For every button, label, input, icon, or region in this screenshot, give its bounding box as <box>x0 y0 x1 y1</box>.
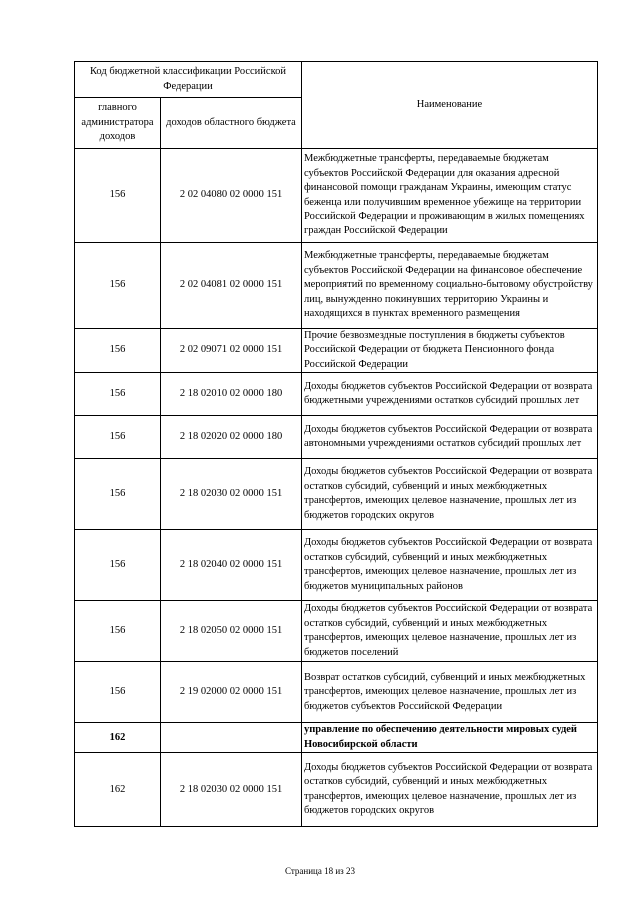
name-cell: Прочие безвозмездные поступления в бюджеты субъектов Российской Федерации от бюджета Пенсионного фонда Российской Федерации <box>302 329 598 373</box>
table-row <box>75 753 598 827</box>
admin-code-cell: 162 <box>75 753 161 827</box>
income-code-cell: 2 18 02050 02 0000 151 <box>161 601 302 662</box>
table-row <box>75 373 598 416</box>
admin-code-cell: 156 <box>75 416 161 459</box>
budget-classification-table <box>74 61 598 827</box>
name-cell: Доходы бюджетов субъектов Российской Федерации от возврата остатков субсидий, субвенций и иных межбюджетных трансфертов, имеющих целевое назначение, прошлых лет из бюджетов поселений <box>302 601 598 662</box>
table-row <box>75 243 598 329</box>
admin-code-cell: 156 <box>75 149 161 243</box>
income-code-cell: 2 18 02020 02 0000 180 <box>161 416 302 459</box>
table-row <box>75 329 598 373</box>
header-budget-code-group: Код бюджетной классификации Российской Федерации <box>75 62 302 98</box>
admin-code-cell: 156 <box>75 601 161 662</box>
income-code-cell: 2 02 04080 02 0000 151 <box>161 149 302 243</box>
table-row <box>75 459 598 530</box>
name-cell: Доходы бюджетов субъектов Российской Федерации от возврата остатков субсидий, субвенций и иных межбюджетных трансфертов, имеющих целевое назначение, прошлых лет из бюджетов муниципальных районов <box>302 530 598 601</box>
income-code-cell: 2 02 04081 02 0000 151 <box>161 243 302 329</box>
income-code-cell: 2 18 02040 02 0000 151 <box>161 530 302 601</box>
income-code-cell: 2 02 09071 02 0000 151 <box>161 329 302 373</box>
income-code-cell: 2 18 02010 02 0000 180 <box>161 373 302 416</box>
admin-code-cell: 156 <box>75 459 161 530</box>
header-name: Наименование <box>302 62 598 149</box>
income-code-cell: 2 19 02000 02 0000 151 <box>161 662 302 723</box>
admin-code-cell: 156 <box>75 530 161 601</box>
admin-code-cell: 162 <box>75 723 161 753</box>
admin-code-cell: 156 <box>75 243 161 329</box>
income-code-cell <box>161 723 302 753</box>
name-cell: Межбюджетные трансферты, передаваемые бюджетам субъектов Российской Федерации для оказания адресной финансовой помощи гражданам Украины, имеющим статус беженца или получившим временное убежище на территории Российской Федерации и проживающим в жилых помещениях граждан Российской Федерации <box>302 149 598 243</box>
table-body <box>75 149 598 827</box>
table-row <box>75 662 598 723</box>
header-admin-column: главного администратора доходов <box>75 98 161 149</box>
table-row <box>75 601 598 662</box>
income-code-cell: 2 18 02030 02 0000 151 <box>161 753 302 827</box>
name-cell: Межбюджетные трансферты, передаваемые бюджетам субъектов Российской Федерации на финансовое обеспечение мероприятий по временному социально-бытовому обустройству лиц, вынужденно покинувших территорию Украины и находящихся в пунктах временного размещения <box>302 243 598 329</box>
admin-code-cell: 156 <box>75 329 161 373</box>
name-cell: Доходы бюджетов субъектов Российской Федерации от возврата остатков субсидий, субвенций и иных межбюджетных трансфертов, имеющих целевое назначение, прошлых лет из бюджетов городских округов <box>302 753 598 827</box>
name-cell: Доходы бюджетов субъектов Российской Федерации от возврата остатков субсидий, субвенций и иных межбюджетных трансфертов, имеющих целевое назначение, прошлых лет из бюджетов городских округов <box>302 459 598 530</box>
header-income-column: доходов областного бюджета <box>161 98 302 149</box>
income-code-cell: 2 18 02030 02 0000 151 <box>161 459 302 530</box>
name-cell: Доходы бюджетов субъектов Российской Федерации от возврата автономными учреждениями остатков субсидий прошлых лет <box>302 416 598 459</box>
name-cell: управление по обеспечению деятельности мировых судей Новосибирской области <box>302 723 598 753</box>
name-cell: Доходы бюджетов субъектов Российской Федерации от возврата бюджетными учреждениями остатков субсидий прошлых лет <box>302 373 598 416</box>
admin-code-cell: 156 <box>75 662 161 723</box>
name-cell: Возврат остатков субсидий, субвенций и иных межбюджетных трансфертов, имеющих целевое назначение, прошлых лет из бюджетов субъектов Российской Федерации <box>302 662 598 723</box>
table-row <box>75 416 598 459</box>
table-row <box>75 149 598 243</box>
table-row <box>75 723 598 753</box>
table-row <box>75 530 598 601</box>
page-number: Страница 18 из 23 <box>285 866 355 876</box>
admin-code-cell: 156 <box>75 373 161 416</box>
